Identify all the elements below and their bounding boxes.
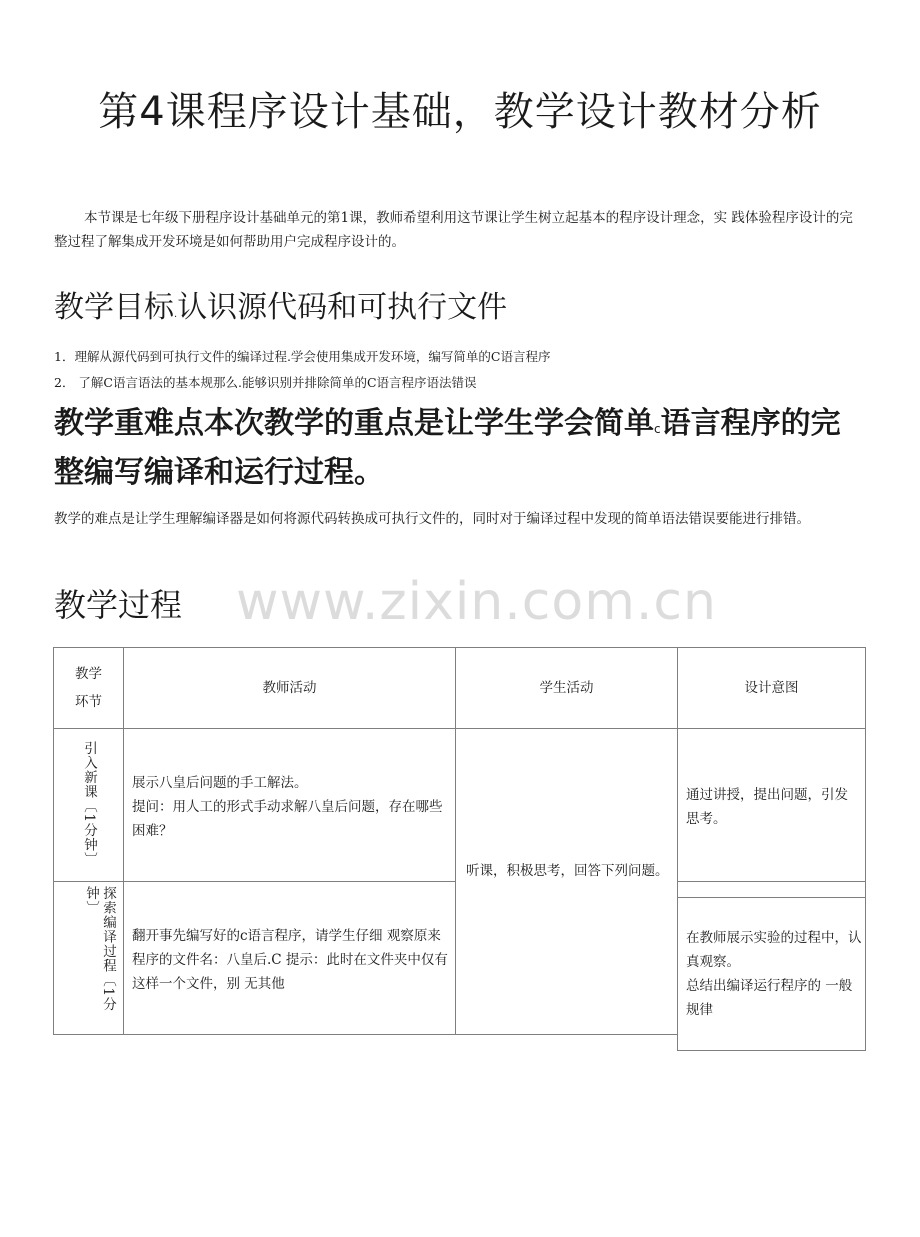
student-activity: 听课，积极思考，回答下列问题。 [466,863,669,879]
header-stage-line2: 环节 [75,694,102,710]
objectives-heading-main: 教学目标 [54,290,174,325]
row1-intent: 通过讲授，提出问题，引发思考。 [686,787,848,827]
row2-stage-cell [53,881,124,1035]
row2-intent-spacer [677,881,866,898]
row1-stage-cell [53,728,124,882]
header-student: 学生活动 [539,680,594,696]
header-student-cell [455,647,678,729]
row2-intent-cell [677,897,866,1051]
watermark: www.zixin.com.cn [236,572,717,632]
header-stage-line1: 教学 [75,666,102,682]
header-intent: 设计意图 [744,680,799,696]
intro-paragraph: 本节课是七年级下册程序设计基础单元的第1课，教师希望利用这节课让学生树立起基本的程序设计理念，实 践体验程序设计的完整过程了解集成开发环境是如何帮助用户完成程序设计的。 [54,210,853,250]
row1-teacher: 展示八皇后问题的手工解法。 提问：用人工的形式手动求解八皇后问题，存在哪些困难？ [132,775,443,839]
row1-intent-cell [677,728,866,882]
process-heading: 教学过程 [54,586,183,624]
student-activity-cell [455,728,678,1035]
document-title: 第4课程序设计基础，教学设计教材分析 [98,89,822,135]
key-points-part2: 语言程序的完整编写编译和运行过程。 [54,406,841,490]
key-points-small-c: c [654,422,661,436]
objectives-heading-rest: 认识源代码和可执行文件 [177,290,508,325]
row2-teacher-cell [123,881,456,1035]
key-points-heading [54,402,864,495]
row1-teacher-cell [123,728,456,882]
objectives-heading [54,282,507,326]
row2-stage: 探索编译过程〔1分钟〕 [83,886,116,1012]
key-points-part1: 教学重难点本次教学的重点是让学生学会简单 [54,406,654,441]
objective-item-2: 2． 了解C语言语法的基本规那么.能够识别并排除简单的C语言程序语法错误 [54,375,477,390]
row2-teacher: 翻开事先编写好的c语言程序，请学生仔细 观察原来程序的文件名：八皇后.C 提示：此时在文件夹中仅有这样一个文件，别 无其他 [132,928,448,992]
header-teacher-cell [123,647,456,729]
header-stage-cell [53,647,124,729]
difficulty-paragraph: 教学的难点是让学生理解编译器是如何将源代码转换成可执行文件的，同时对于编译过程中发现的简单语法错误要能进行排错。 [54,511,810,527]
row1-stage: 引入新课〔1分钟〕 [81,741,97,867]
objective-item-1: 1．理解从源代码到可执行文件的编译过程.学会使用集成开发环境，编写简单的C语言程序 [54,349,551,364]
row2-intent: 在教师展示实验的过程中，认真观察。 总结出编译运行程序的 一般规律 [686,930,862,1018]
header-teacher: 教师活动 [262,680,317,696]
header-intent-cell [677,647,866,729]
objectives-heading-dot: . [174,309,178,320]
